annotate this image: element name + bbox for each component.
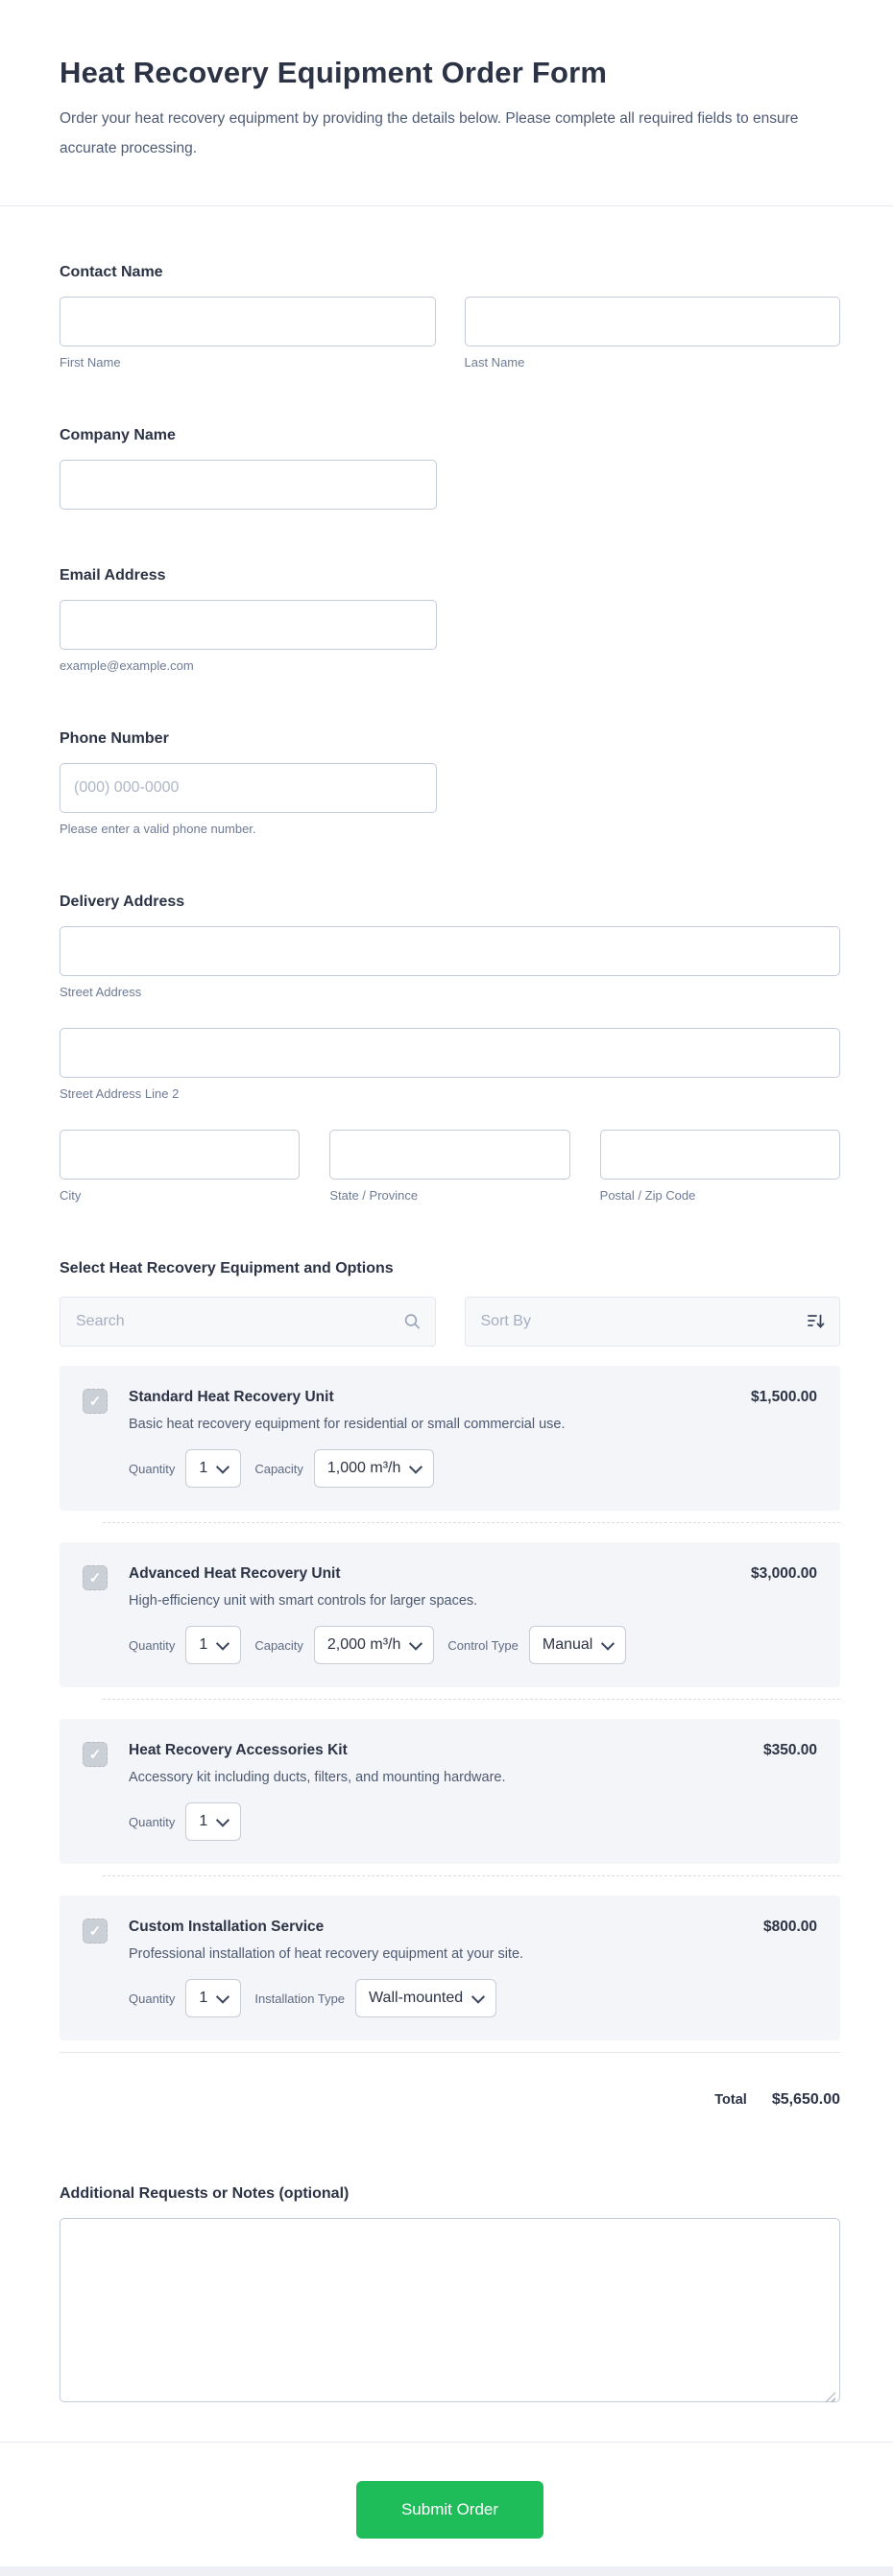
state-sublabel: State / Province: [329, 1188, 419, 1203]
option-quantity: Quantity 1: [129, 1449, 241, 1488]
product-checkbox[interactable]: ✓: [83, 1742, 108, 1767]
quantity-select[interactable]: 1: [185, 1802, 241, 1841]
total-value: $5,650.00: [771, 2091, 840, 2108]
search-icon: [404, 1314, 421, 1330]
option-control-type: Control Type Manual: [447, 1626, 626, 1664]
field-email: [60, 567, 840, 673]
quantity-select[interactable]: 1: [185, 1449, 241, 1488]
field-products: [60, 1260, 840, 2109]
first-name-sublabel: First Name: [60, 355, 121, 370]
state-column: [329, 1130, 569, 1203]
street2-sublabel: Street Address Line 2: [60, 1086, 180, 1101]
chevron-down-icon: [471, 1991, 485, 2004]
delivery-address-label: Delivery Address: [60, 894, 185, 910]
contact-name-label: Contact Name: [60, 264, 163, 280]
chevron-down-icon: [601, 1637, 615, 1651]
product-main: [129, 1742, 817, 1841]
product-description: High-efficiency unit with smart controls for larger spaces.: [129, 1593, 478, 1609]
product-price: $3,000.00: [751, 1565, 817, 1582]
chevron-down-icon: [216, 1461, 229, 1474]
chevron-down-icon: [216, 1991, 229, 2004]
submit-row: [60, 2443, 840, 2539]
product-checkbox[interactable]: ✓: [83, 1919, 108, 1944]
product-checkbox[interactable]: ✓: [83, 1389, 108, 1414]
company-input[interactable]: [60, 460, 437, 510]
chevron-down-icon: [409, 1461, 422, 1474]
product-description: Accessory kit including ducts, filters, and mounting hardware.: [129, 1770, 506, 1785]
product-separator: [103, 1699, 840, 1700]
option-capacity: Capacity 2,000 m³/h: [254, 1626, 434, 1664]
product-search-input[interactable]: [60, 1298, 435, 1346]
sort-by-select[interactable]: [465, 1297, 841, 1347]
control-type-select[interactable]: Manual: [529, 1626, 626, 1664]
products-section-label: Select Heat Recovery Equipment and Options: [60, 1260, 394, 1276]
form-body: [0, 264, 893, 2539]
product-separator: [103, 1875, 840, 1876]
product-main: [129, 1565, 817, 1664]
form-header: [0, 0, 893, 206]
chevron-down-icon: [409, 1637, 422, 1651]
option-quantity: Quantity 1: [129, 1802, 241, 1841]
notes-textarea[interactable]: [60, 2218, 840, 2402]
zip-column: [600, 1130, 840, 1203]
product-price: $800.00: [762, 1919, 817, 1935]
product-description: Basic heat recovery equipment for residential or small commercial use.: [129, 1417, 566, 1432]
phone-sublabel: Please enter a valid phone number.: [60, 822, 256, 836]
product-price: $350.00: [762, 1742, 817, 1758]
product-card-installation-service: [60, 1896, 840, 2040]
quantity-select[interactable]: 1: [185, 1979, 241, 2017]
field-contact-name: [60, 264, 840, 370]
last-name-sublabel: Last Name: [464, 355, 525, 370]
quantity-select[interactable]: 1: [185, 1626, 241, 1664]
product-main: [129, 1919, 817, 2017]
option-capacity: Capacity 1,000 m³/h: [254, 1449, 434, 1488]
capacity-select[interactable]: 2,000 m³/h: [314, 1626, 434, 1664]
field-company-name: [60, 427, 840, 510]
form-description: Order your heat recovery equipment by providing the details below. Please complete all required fields to ensure accurate processing.: [60, 110, 799, 156]
product-description: Professional installation of heat recovery equipment at your site.: [129, 1946, 524, 1962]
product-checkbox[interactable]: ✓: [83, 1565, 108, 1590]
city-column: [60, 1130, 300, 1203]
notes-textarea-wrap: [60, 2218, 840, 2407]
product-search-box: [60, 1297, 436, 1347]
last-name-column: [465, 297, 841, 370]
capacity-select[interactable]: 1,000 m³/h: [314, 1449, 434, 1488]
street2-input[interactable]: [60, 1028, 840, 1078]
zip-input[interactable]: [600, 1130, 840, 1180]
email-input[interactable]: [60, 600, 437, 650]
zip-sublabel: Postal / Zip Code: [599, 1188, 696, 1203]
product-name: Standard Heat Recovery Unit: [129, 1389, 334, 1405]
contact-first-input[interactable]: [60, 297, 436, 346]
page-title: Heat Recovery Equipment Order Form: [60, 56, 608, 89]
product-card-standard-unit: [60, 1366, 840, 1511]
first-name-column: [60, 297, 436, 370]
sort-by-input[interactable]: [466, 1298, 840, 1346]
total-label: Total: [714, 2092, 747, 2108]
street-input[interactable]: [60, 926, 840, 976]
chevron-down-icon: [216, 1814, 229, 1827]
product-card-advanced-unit: [60, 1542, 840, 1687]
option-quantity: Quantity 1: [129, 1626, 241, 1664]
sort-descending-icon: [808, 1314, 825, 1330]
phone-label: Phone Number: [60, 730, 169, 747]
email-sublabel: example@example.com: [60, 658, 194, 673]
product-price: $1,500.00: [751, 1389, 817, 1405]
products-toolbar: [60, 1297, 840, 1347]
product-separator: [103, 1522, 840, 1523]
submit-button[interactable]: Submit Order: [356, 2481, 543, 2539]
contact-last-input[interactable]: [465, 297, 841, 346]
installation-type-select[interactable]: Wall-mounted: [355, 1979, 496, 2017]
product-name: Heat Recovery Accessories Kit: [129, 1742, 348, 1758]
option-quantity: Quantity 1: [129, 1979, 241, 2017]
option-installation-type: Installation Type Wall-mounted: [254, 1979, 496, 2017]
email-label: Email Address: [60, 567, 166, 584]
product-main: [129, 1389, 817, 1488]
product-name: Advanced Heat Recovery Unit: [129, 1565, 341, 1582]
product-card-accessories-kit: [60, 1719, 840, 1864]
field-delivery-address: [60, 894, 840, 1203]
state-input[interactable]: [329, 1130, 569, 1180]
city-sublabel: City: [60, 1188, 82, 1203]
field-notes: [60, 2185, 840, 2407]
chevron-down-icon: [216, 1637, 229, 1651]
street-sublabel: Street Address: [60, 985, 142, 999]
city-input[interactable]: [60, 1130, 300, 1180]
notes-label: Additional Requests or Notes (optional): [60, 2185, 350, 2202]
company-name-label: Company Name: [60, 427, 176, 443]
phone-input[interactable]: [60, 763, 437, 813]
total-bar: [60, 2052, 840, 2109]
field-phone: [60, 730, 840, 836]
product-name: Custom Installation Service: [129, 1919, 325, 1935]
